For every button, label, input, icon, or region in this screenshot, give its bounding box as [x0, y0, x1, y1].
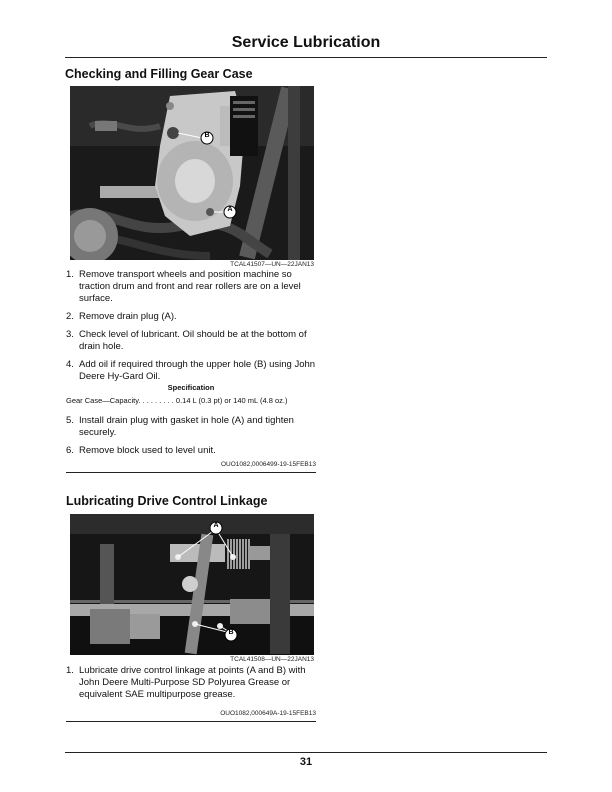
list-item: 5. Install drain plug with gasket in hole (A) and tighten securely.	[66, 415, 294, 438]
steps-list	[66, 269, 316, 389]
list-item: 4. Add oil if required through the upper hole (B) using John Deere Hy-Gard Oil.	[66, 359, 316, 382]
callout-b: B	[204, 132, 210, 139]
callout-b: B	[228, 629, 234, 636]
section-title-drive-linkage: Lubricating Drive Control Linkage	[66, 494, 268, 508]
section-rule	[66, 472, 316, 473]
image-caption: TCAL41507—UN—22JAN13	[230, 261, 314, 268]
footer-rule	[65, 752, 547, 753]
section-rule	[66, 721, 316, 722]
page-title: Service Lubrication	[231, 34, 381, 51]
list-item: 1. Lubricate drive control linkage at points (A and B) with John Deere Multi-Purpose SD Polyurea Grease or equivalent SAE multipurpose grease.	[66, 665, 306, 700]
page-number: 31	[299, 756, 313, 768]
gear-case-photo	[70, 86, 314, 260]
specification-row: Gear Case—Capacity. . . . . . . . . 0.14 L (0.3 pt) or 140 mL (4.8 oz.)	[66, 396, 288, 405]
list-item: 6. Remove block used to level unit.	[66, 445, 216, 456]
reference-code: OUO1082,0006499-19-15FEB13	[220, 461, 316, 468]
steps-list-continued	[66, 415, 316, 463]
reference-code: OUO1082,000649A-19-15FEB13	[220, 710, 316, 717]
image-caption: TCAL41508—UN—22JAN13	[230, 656, 314, 663]
list-item: 1. Remove transport wheels and position machine so traction drum and front and rear rollers are on a level surface.	[66, 269, 301, 304]
list-item: 3. Check level of lubricant. Oil should be at the bottom of drain hole.	[66, 329, 307, 352]
callout-a: A	[227, 206, 233, 213]
specification-heading: Specification	[167, 383, 215, 392]
header-rule	[65, 57, 547, 58]
section-title-gear-case: Checking and Filling Gear Case	[65, 67, 253, 81]
list-item: 2. Remove drain plug (A).	[66, 311, 177, 322]
drive-linkage-photo	[70, 514, 314, 655]
callout-a: A	[213, 522, 219, 529]
steps-list	[66, 665, 316, 707]
